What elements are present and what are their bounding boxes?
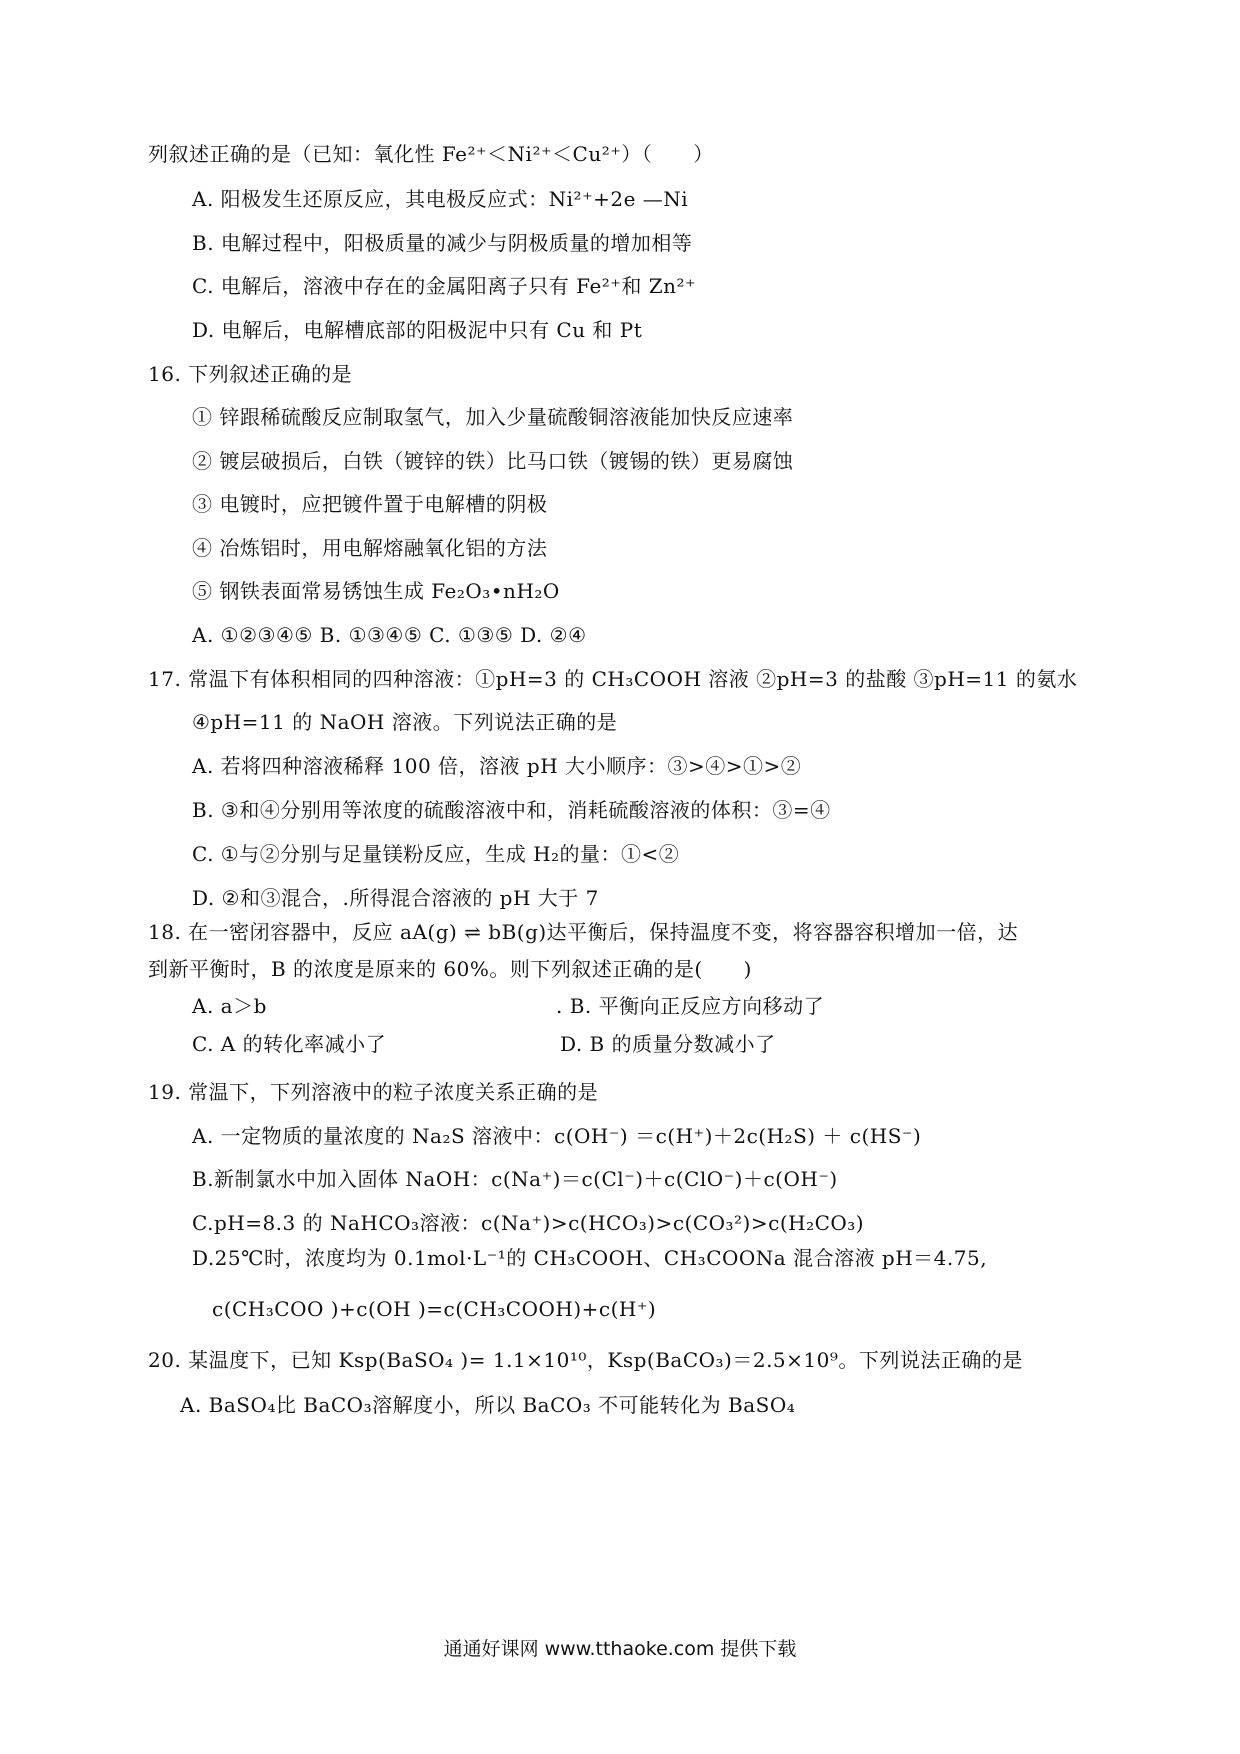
q19-option-a: A. 一定物质的量浓度的 Na₂S 溶液中：c(OH⁻) ＝c(H⁺)＋2c(H₂S) ＋ c(HS⁻) xyxy=(192,1124,922,1148)
footer-source-note: 通通好课网 www.tthaoke.com 提供下载 xyxy=(443,1638,797,1660)
q15-option-a: A. 阳极发生还原反应，其电极反应式：Ni²⁺+2e —Ni xyxy=(192,187,689,211)
question-17-stem: 17. 常温下有体积相同的四种溶液：①pH=3 的 CH₃COOH 溶液 ②pH=3 的盐酸 ③pH=11 的氨水 xyxy=(148,667,1078,691)
q18-option-d: D. B 的质量分数减小了 xyxy=(560,1032,776,1056)
q16-statement-5: ⑤ 钢铁表面常易锈蚀生成 Fe₂O₃•nH₂O xyxy=(192,579,560,603)
q15-option-d: D. 电解后，电解槽底部的阳极泥中只有 Cu 和 Pt xyxy=(192,318,643,342)
question-19-stem: 19. 常温下，下列溶液中的粒子浓度关系正确的是 xyxy=(148,1080,599,1104)
q16-statement-3: ③ 电镀时，应把镀件置于电解槽的阴极 xyxy=(192,492,548,516)
question-18-stem-cont: 到新平衡时，B 的浓度是原来的 60%。则下列叙述正确的是( ) xyxy=(148,957,752,981)
q16-statement-4: ④ 冶炼铝时，用电解熔融氧化铝的方法 xyxy=(192,536,548,560)
q17-option-b: B. ③和④分别用等浓度的硫酸溶液中和，消耗硫酸溶液的体积：③=④ xyxy=(192,798,831,822)
q16-options: A. ①②③④⑤ B. ①③④⑤ C. ①③⑤ D. ②④ xyxy=(192,623,587,647)
q20-option-a: A. BaSO₄比 BaCO₃溶解度小，所以 BaCO₃ 不可能转化为 BaSO₄ xyxy=(180,1393,796,1417)
q18-option-b: . B. 平衡向正反应方向移动了 xyxy=(556,994,825,1018)
question-17-stem-cont: ④pH=11 的 NaOH 溶液。下列说法正确的是 xyxy=(192,710,618,734)
q17-option-c: C. ①与②分别与足量镁粉反应，生成 H₂的量：①<② xyxy=(192,842,680,866)
q15-option-b: B. 电解过程中，阳极质量的减少与阴极质量的增加相等 xyxy=(192,231,693,255)
q16-statement-1: ① 锌跟稀硫酸反应制取氢气，加入少量硫酸铜溶液能加快反应速率 xyxy=(192,405,794,429)
q15-option-c: C. 电解后，溶液中存在的金属阳离子只有 Fe²⁺和 Zn²⁺ xyxy=(192,274,697,298)
q17-option-a: A. 若将四种溶液稀释 100 倍，溶液 pH 大小顺序：③>④>①>② xyxy=(192,754,802,778)
q18-option-a: A. a＞b xyxy=(192,994,267,1018)
q19-option-b: B.新制氯水中加入固体 NaOH：c(Na⁺)＝c(Cl⁻)＋c(ClO⁻)＋c(OH⁻) xyxy=(192,1167,838,1191)
q18-option-c: C. A 的转化率减小了 xyxy=(192,1032,387,1056)
q17-option-d: D. ②和③混合，.所得混合溶液的 pH 大于 7 xyxy=(192,886,599,910)
question-20-stem: 20. 某温度下，已知 Ksp(BaSO₄ )= 1.1×10¹⁰，Ksp(BaCO₃)＝2.5×10⁹。下列说法正确的是 xyxy=(148,1348,1023,1372)
question-15-stem-continuation: 列叙述正确的是（已知：氧化性 Fe²⁺＜Ni²⁺＜Cu²⁺）（ ） xyxy=(148,142,714,166)
q16-statement-2: ② 镀层破损后，白铁（镀锌的铁）比马口铁（镀锡的铁）更易腐蚀 xyxy=(192,449,794,473)
q19-option-c: C.pH=8.3 的 NaHCO₃溶液：c(Na⁺)>c(HCO₃)>c(CO₃²)>c(H₂CO₃) xyxy=(192,1211,865,1235)
question-18-stem: 18. 在一密闭容器中，反应 aA(g) ⇌ bB(g)达平衡后，保持温度不变，将容器容积增加一倍，达 xyxy=(148,920,1019,944)
question-16-stem: 16. 下列叙述正确的是 xyxy=(148,362,353,386)
q19-option-d-equation: c(CH₃COO )+c(OH )=c(CH₃COOH)+c(H⁺) xyxy=(212,1297,657,1321)
q19-option-d: D.25℃时，浓度均为 0.1mol·L⁻¹的 CH₃COOH、CH₃COONa 混合溶液 pH＝4.75, xyxy=(192,1246,988,1270)
